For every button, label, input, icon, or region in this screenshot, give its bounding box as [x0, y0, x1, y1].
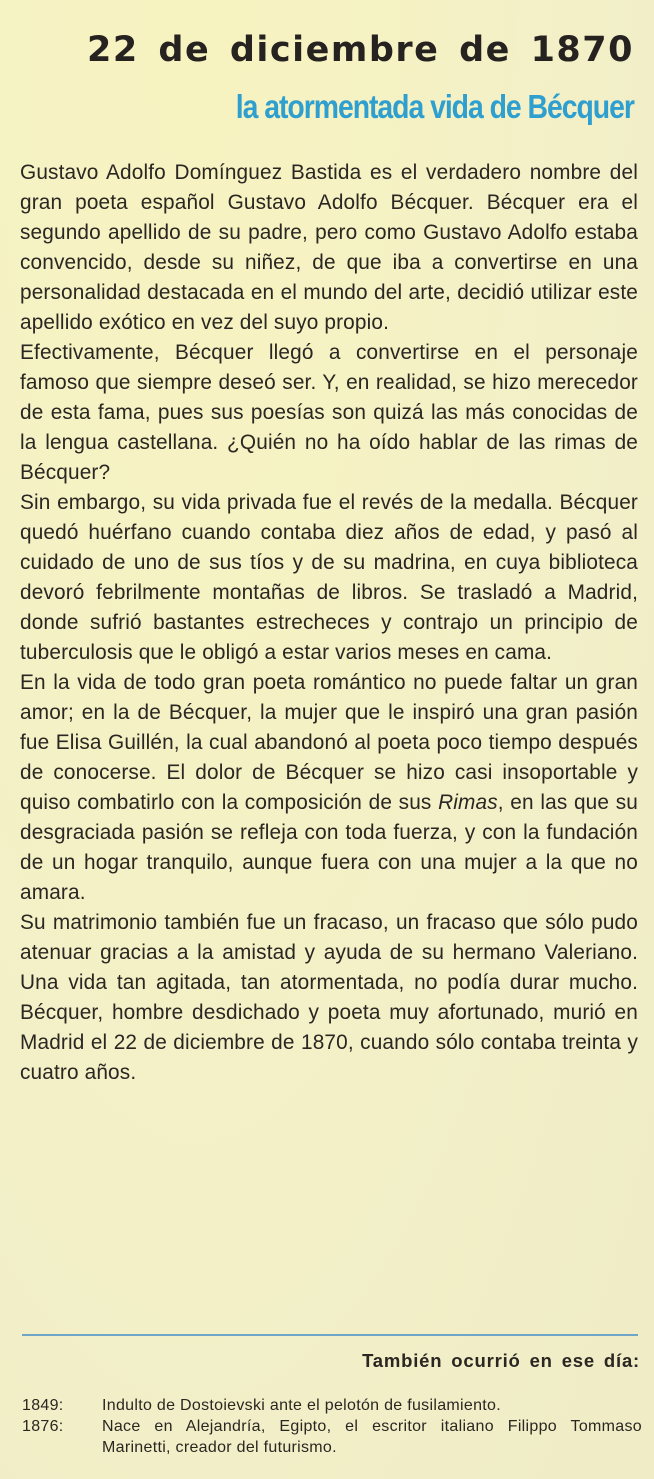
- page-title: 22 de diciembre de 1870: [87, 30, 634, 70]
- event-description: Indulto de Dostoievski ante el pelotón de fusilamiento.: [102, 1397, 501, 1414]
- page-subtitle: la atormentada vida de Bécquer: [235, 88, 634, 125]
- article-paragraph-1: Gustavo Adolfo Domínguez Bastida es el verdadero nombre del gran poeta español Gustavo Adolfo Bécquer. Bécquer era el segundo apellido de su padre, pero como Gustavo Adolfo estaba convencido, desde su niñez, de que iba a convertirse en una personalidad destacada en el mundo del arte, decidió utilizar este apellido exótico en vez del suyo propio.: [20, 161, 638, 334]
- article-body: [20, 158, 638, 1088]
- event-description: Nace en Alejandría, Egipto, el escritor italiano Filippo Tommaso Marinetti, creador del futurismo.: [102, 1418, 642, 1456]
- events-list: [22, 1395, 642, 1458]
- article-paragraph-3: Sin embargo, su vida privada fue el revés de la medalla. Bécquer quedó huérfano cuando contaba diez años de edad, y pasó al cuidado de uno de sus tíos y de su madrina, en cuya biblioteca devoró febrilmente montañas de libros. Se trasladó a Madrid, donde sufrió bastantes estrecheces y contrajo un principio de tuberculosis que le obligó a estar varios meses en cama.: [20, 491, 638, 664]
- article-paragraph-4-end: , en las que su desgraciada pasión se refleja con toda fuerza, y con la fundación de un hogar tranquilo, aunque fuera con una mujer a la que no amara.: [20, 791, 638, 904]
- event-item: [22, 1395, 642, 1416]
- event-year: 1849:: [22, 1397, 64, 1414]
- article-paragraph-5: Su matrimonio también fue un fracaso, un fracaso que sólo pudo atenuar gracias a la amistad y ayuda de su hermano Valeriano. Una vida tan agitada, tan atormentada, no podía durar mucho. Bécquer, hombre desdichado y poeta muy afortunado, murió en Madrid el 22 de diciembre de 1870, cuando sólo contaba treinta y cuatro años.: [20, 911, 638, 1084]
- event-item: [22, 1416, 642, 1458]
- also-happened-heading: También ocurrió en ese día:: [362, 1350, 640, 1371]
- article-paragraph-4: [20, 668, 638, 908]
- article-paragraph-2: Efectivamente, Bécquer llegó a convertirse en el personaje famoso que siempre deseó ser. Y, en realidad, se hizo merecedor de esta fama, pues sus poesías son quizá las más conocidas de la lengua castellana. ¿Quién no ha oído hablar de las rimas de Bécquer?: [20, 341, 638, 484]
- section-divider: [22, 1334, 638, 1336]
- event-year: 1876:: [22, 1418, 64, 1435]
- rimas-title-italic: Rimas: [438, 791, 498, 814]
- article-paragraph-4-start: En la vida de todo gran poeta romántico no puede faltar un gran amor; en la de Bécquer, la mujer que le inspiró una gran pasión fue Elisa Guillén, la cual abandonó al poeta poco tiempo después de conocerse. El dolor de Bécquer se hizo casi insoportable y quiso combatirlo con la composición de sus: [20, 671, 638, 814]
